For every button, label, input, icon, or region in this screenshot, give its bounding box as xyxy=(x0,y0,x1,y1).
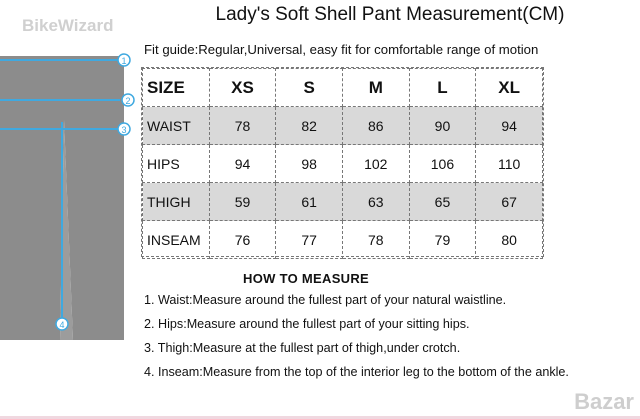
header-cell: L xyxy=(409,69,476,107)
table-row xyxy=(143,221,543,259)
bazar-logo: Bazar xyxy=(574,389,634,414)
size-table xyxy=(141,67,544,257)
table-row xyxy=(143,183,543,221)
row-label: HIPS xyxy=(143,145,210,183)
marker-3-label: 3 xyxy=(121,125,127,135)
instruction-item: 4. Inseam:Measure from the top of the interior leg to the bottom of the ankle. xyxy=(144,365,569,379)
page-title: Lady's Soft Shell Pant Measurement(CM) xyxy=(215,4,565,25)
table-cell: 102 xyxy=(342,145,409,183)
row-label: INSEAM xyxy=(143,221,210,259)
header-cell: XS xyxy=(209,69,276,107)
table-cell: 106 xyxy=(409,145,476,183)
marker-4-icon xyxy=(56,318,68,330)
table-cell: 78 xyxy=(342,221,409,259)
header-cell: SIZE xyxy=(143,69,210,107)
table-header-row xyxy=(143,69,543,107)
how-to-measure-title: HOW TO MEASURE xyxy=(243,271,370,286)
marker-1-label: 1 xyxy=(121,56,127,66)
table-row xyxy=(143,107,543,145)
header-cell: XL xyxy=(476,69,543,107)
table-cell: 63 xyxy=(342,183,409,221)
table-cell: 67 xyxy=(476,183,543,221)
pant-diagram xyxy=(0,40,140,419)
table-cell: 86 xyxy=(342,107,409,145)
instruction-item: 2. Hips:Measure around the fullest part of your sitting hips. xyxy=(144,317,470,331)
table-row xyxy=(143,145,543,183)
table-cell: 98 xyxy=(276,145,343,183)
header-cell: S xyxy=(276,69,343,107)
row-label: WAIST xyxy=(143,107,210,145)
table-cell: 110 xyxy=(476,145,543,183)
instruction-item: 3. Thigh:Measure at the fullest part of thigh,under crotch. xyxy=(144,341,461,355)
table-cell: 79 xyxy=(409,221,476,259)
table-cell: 76 xyxy=(209,221,276,259)
instruction-list xyxy=(144,292,569,388)
instruction-item: 1. Waist:Measure around the fullest part of your natural waistline. xyxy=(144,293,507,307)
table-cell: 59 xyxy=(209,183,276,221)
watermark: BikeWizard xyxy=(22,16,114,35)
table-cell: 90 xyxy=(409,107,476,145)
marker-1-icon xyxy=(118,54,130,66)
marker-4-label: 4 xyxy=(59,320,65,330)
header-cell: M xyxy=(342,69,409,107)
table-cell: 78 xyxy=(209,107,276,145)
table-cell: 94 xyxy=(476,107,543,145)
table-cell: 65 xyxy=(409,183,476,221)
table-cell: 94 xyxy=(209,145,276,183)
table-cell: 80 xyxy=(476,221,543,259)
marker-3-icon xyxy=(118,123,130,135)
table-cell: 61 xyxy=(276,183,343,221)
marker-2-label: 2 xyxy=(125,96,131,106)
table-cell: 77 xyxy=(276,221,343,259)
table-cell: 82 xyxy=(276,107,343,145)
fit-guide: Fit guide:Regular,Universal, easy fit for comfortable range of motion xyxy=(144,42,539,57)
row-label: THIGH xyxy=(143,183,210,221)
marker-2-icon xyxy=(122,94,134,106)
